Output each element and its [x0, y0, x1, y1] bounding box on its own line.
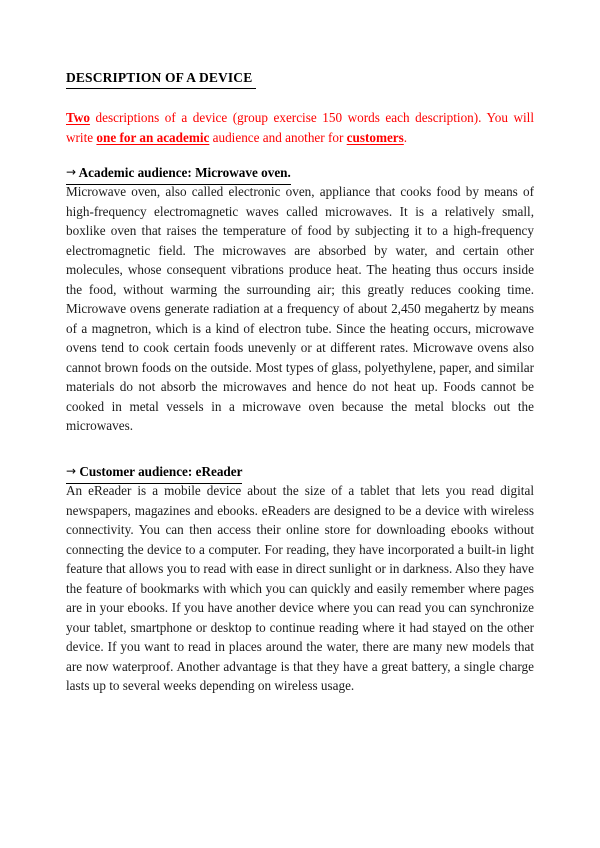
section-body-academic: Microwave oven, also called electronic oven, appliance that cooks food by means of high-frequency electromagnetic waves called microwaves. It is a relatively small, boxlike oven that raises the temperature of food by subjecting it to a high-frequency electromagnetic field. The microwaves are absorbed by water, and certain other molecules, whose consequent vibrations produce heat. The heating thus occurs inside the food, without warming the surrounding air; this greatly reduces cooking time. Microwave ovens generate radiation at a frequency of about 2,450 megahertz by means of a magnetron, which is a kind of electron tube. Since the heating occurs, microwave ovens tend to cook certain foods unevenly or at different rates. Microwave ovens also cannot brown foods on the outside. Most types of glass, polyethylene, paper, and similar materials do not absorb the microwaves and hence do not heat up. Foods cannot be cooked in metal vessels in a microwave oven because the metal blocks out the microwaves. [66, 184, 534, 433]
section-heading-customer-label: Customer audience: eReader [76, 464, 243, 479]
intro-paragraph [66, 108, 534, 147]
intro-emphasis-academic: one for an academic [96, 129, 210, 145]
intro-text-part-3: . [403, 129, 408, 145]
page-title-text: DESCRIPTION OF A DEVICE [66, 68, 256, 89]
right-arrow-icon: → [66, 464, 77, 478]
section-heading-academic-label: Academic audience: Microwave oven. [76, 165, 291, 180]
section-body-customer: An eReader is a mobile device about the size of a tablet that lets you read digital newspapers, magazines and ebooks. eReaders are designed to be a device with wireless connectivity. You can then access their online store for downloading ebooks without connecting the device to a computer. For reading, they have incorporated a built-in light feature that allows you to read with ease in direct sunlight or in darkness. Also they have the feature of bookmarks with which you can quickly and easily remember where pages are in your ebooks. If you have another device where you can read you can synchronize your tablet, smartphone or desktop to continue reading where it had stayed on the other device. If you want to read in places around the water, there are many new models that are now waterproof. Another advantage is that they have a great battery, a single charge lasts up to several weeks depending on wireless usage. [66, 483, 534, 693]
right-arrow-icon: → [66, 165, 77, 179]
intro-emphasis-two: Two [66, 110, 90, 125]
intro-text-part-1: descriptions of a device (group exercise 150 words each description). You will write [66, 110, 534, 145]
page-title [66, 68, 256, 89]
intro-text-part-2: audience and another for [209, 129, 347, 145]
intro-emphasis-customers: customers [346, 129, 404, 145]
